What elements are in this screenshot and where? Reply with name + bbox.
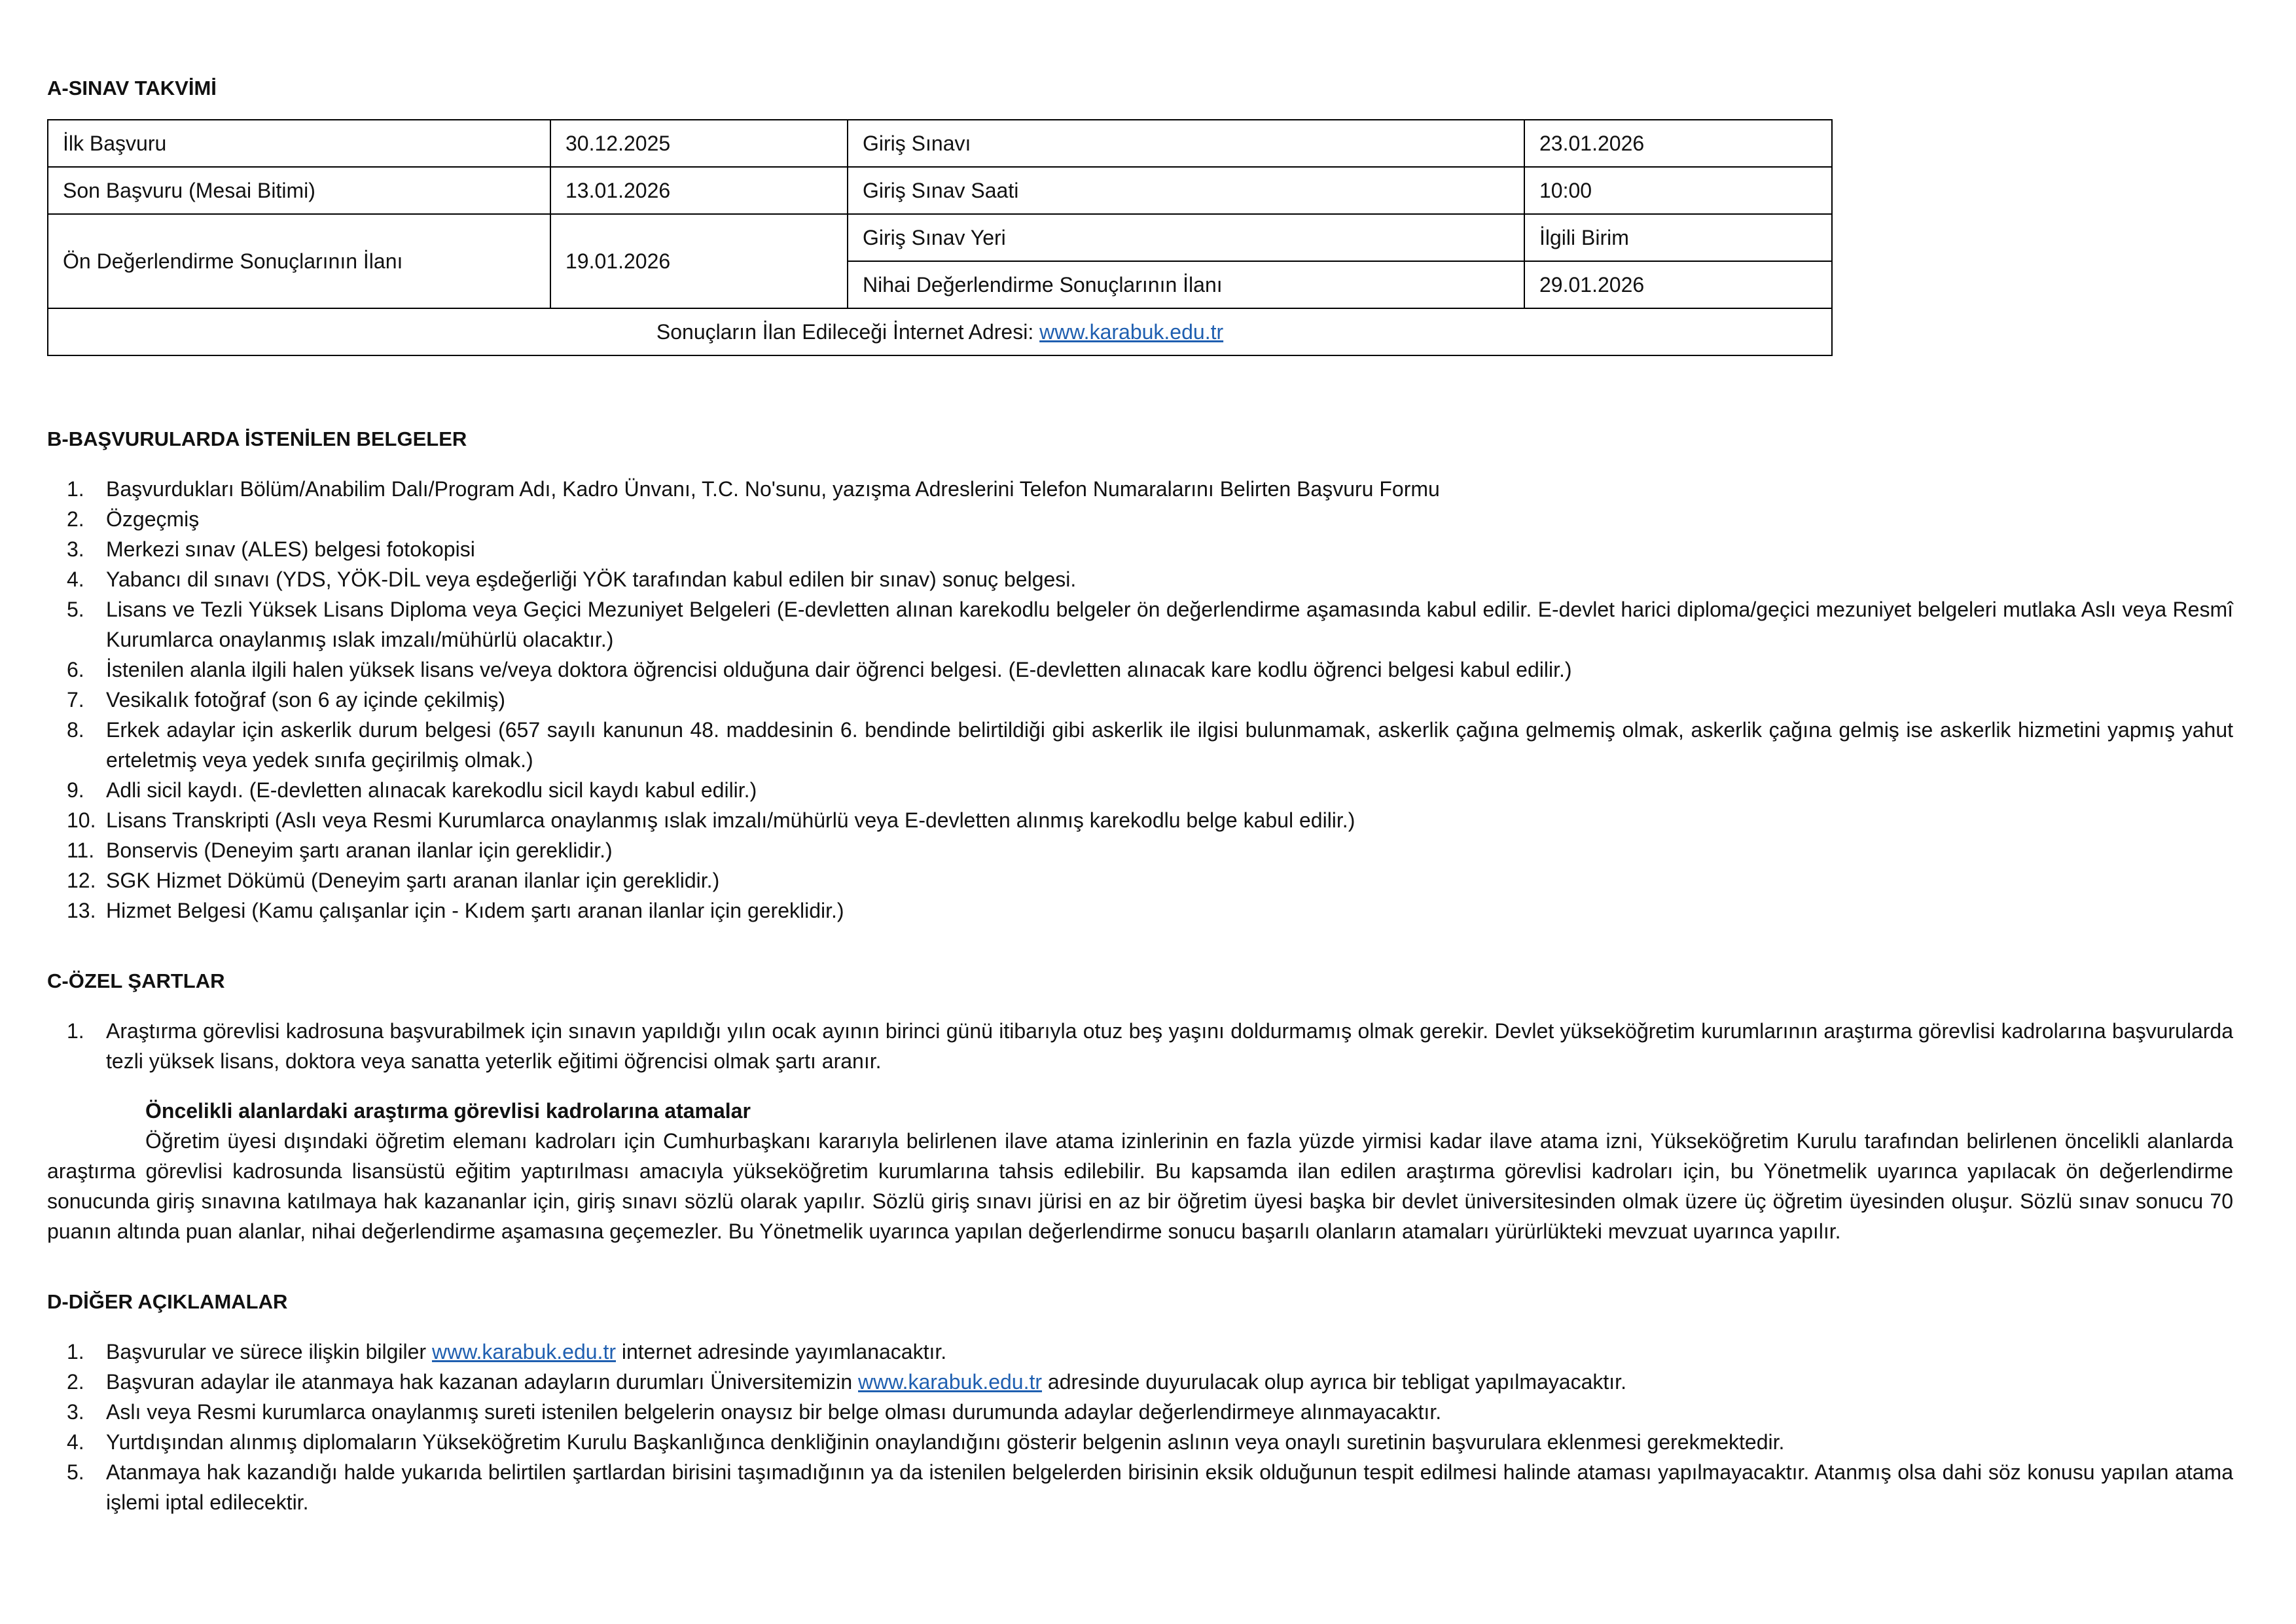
list-item-text: internet adresinde yayımlanacaktır. — [615, 1340, 947, 1363]
list-item-text: Başvuran adaylar ile atanmaya hak kazanan adayların durumları Üniversitemizin — [106, 1370, 859, 1394]
required-documents-list — [47, 474, 2233, 926]
list-item-text: Erkek adaylar için askerlik durum belgesi (657 sayılı kanunun 48. maddesinin 6. bendinde belirtildiği gibi askerlik ile ilgisi bulunmamak, askerlik çağına gelmemiş olmak, askerlik çağına gelmiş ise askerlik hizmetini yapmış yahut erteletmiş veya yedek sınıfa geçirilmiş olmak.) — [106, 718, 2233, 772]
section-d-heading: D-DİĞER AÇIKLAMALAR — [47, 1290, 288, 1313]
document-page — [47, 73, 2233, 1517]
list-item-text: Başvurdukları Bölüm/Anabilim Dalı/Program Adı, Kadro Ünvanı, T.C. No'sunu, yazışma Adreslerini Telefon Numaralarını Belirten Başvuru Formu — [106, 477, 1440, 501]
list-item-text: Yurtdışından alınmış diplomaların Yükseköğretim Kurulu Başkanlığınca denkliğinin onaylandığını gösterir belgenin aslının veya onaylı suretinin başvurulara eklenmesi gerekmektedir. — [106, 1430, 1785, 1454]
table-cell: 10:00 — [1524, 167, 1832, 214]
table-cell: İlk Başvuru — [48, 120, 550, 167]
priority-areas-text: Öğretim üyesi dışındaki öğretim elemanı kadroları için Cumhurbaşkanı kararıyla belirlenen ilave atama izinlerinin en fazla yüzde yirmisi kadar ilave atama izni, Yükseköğretim Kurulu tarafından belirlenen öncelikli alanlarda araştırma görevlisi kadrosunda lisansüstü eğitim yaptırılması amacıyla yükseköğretim kurumlarına tahsis edilebilir. Bu kapsamda ilan edilen araştırma görevlisi kadroları için, bu Yönetmelik uyarınca yapılacak ön değerlendirme sonucunda giriş sınavına katılmaya hak kazananlar için, giriş sınavı sözlü olarak yapılır. Sözlü giriş sınavı jürisi en az bir öğretim üyesi başka bir devlet üniversitesinden olmak üzere üç öğretim üyesinden oluşur. Sözlü sınav sonucu 70 puanın altında puan alanlar, nihai değerlendirme aşamasına geçemezler. Bu Yönetmelik uyarınca yapılan değerlendirme sonucu başarılı olanların atamaları yürürlükteki mevzuat uyarınca yapılır. — [47, 1129, 2233, 1243]
list-item-text: SGK Hizmet Dökümü (Deneyim şartı aranan ilanlar için gereklidir.) — [106, 869, 720, 892]
list-item-text: Lisans Transkripti (Aslı veya Resmi Kurumlarca onaylanmış ıslak imzalı/mühürlü veya E-devletten alınmış karekodlu belge kabul edilir.) — [106, 808, 1355, 832]
results-url-link[interactable]: www.karabuk.edu.tr — [1039, 320, 1224, 344]
list-item: 13. Hizmet Belgesi (Kamu çalışanlar için - Kıdem şartı aranan ilanlar için gereklidir.) — [67, 899, 844, 922]
list-item-text: Merkezi sınav (ALES) belgesi fotokopisi — [106, 537, 475, 561]
list-item: 6. İstenilen alanla ilgili halen yüksek lisans ve/veya doktora öğrencisi olduğuna dair öğrenci belgesi. (E-devletten alınacak kare kodlu öğrenci belgesi kabul edilir.) — [67, 658, 1572, 681]
list-item-text: Vesikalık fotoğraf (son 6 ay içinde çekilmiş) — [106, 688, 506, 712]
table-row — [48, 308, 1832, 355]
table-cell: Ön Değerlendirme Sonuçlarının İlanı — [48, 214, 550, 308]
table-row — [48, 214, 1832, 261]
table-cell: Giriş Sınavı — [848, 120, 1524, 167]
list-item: 7. Vesikalık fotoğraf (son 6 ay içinde çekilmiş) — [67, 688, 506, 712]
list-item: 5. Atanmaya hak kazandığı halde yukarıda belirtilen şartlardan birisini taşımadığının ya da istenilen belgelerden birisinin eksik olduğunun tespit edilmesi halinde ataması yapılmayacaktır. Atanmış olsa dahi söz konusu yapılan atama işlemi iptal edilecektir. — [67, 1460, 2233, 1514]
list-item: 12. SGK Hizmet Dökümü (Deneyim şartı aranan ilanlar için gereklidir.) — [67, 869, 720, 892]
list-item: 2. Özgeçmiş — [67, 507, 200, 531]
section-c-heading: C-ÖZEL ŞARTLAR — [47, 969, 225, 992]
list-item: 10. Lisans Transkripti (Aslı veya Resmi Kurumlarca onaylanmış ıslak imzalı/mühürlü veya E-devletten alınmış karekodlu belge kabul edilir.) — [67, 808, 1355, 832]
list-item: 4. Yabancı dil sınavı (YDS, YÖK-DİL veya eşdeğerliği YÖK tarafından kabul edilen bir sınav) sonuç belgesi. — [67, 568, 1077, 591]
results-url-label: Sonuçların İlan Edileceği İnternet Adresi: — [656, 320, 1040, 344]
table-row — [48, 120, 1832, 167]
list-item: 1. Başvurular ve sürece ilişkin bilgiler www.karabuk.edu.tr internet adresinde yayımlanacaktır. — [67, 1340, 947, 1363]
list-item: 4. Yurtdışından alınmış diplomaların Yükseköğretim Kurulu Başkanlığınca denkliğinin onaylandığını gösterir belgenin aslının veya onaylı suretinin başvurulara eklenmesi gerekmektedir. — [67, 1430, 1785, 1454]
list-item: 3. Merkezi sınav (ALES) belgesi fotokopisi — [67, 537, 475, 561]
list-item: 9. Adli sicil kaydı. (E-devletten alınacak karekodlu sicil kaydı kabul edilir.) — [67, 778, 757, 802]
karabuk-link[interactable]: www.karabuk.edu.tr — [431, 1340, 616, 1363]
table-cell: Giriş Sınav Yeri — [848, 214, 1524, 261]
list-item: 11. Bonservis (Deneyim şartı aranan ilanlar için gereklidir.) — [67, 839, 613, 862]
list-item-text: Atanmaya hak kazandığı halde yukarıda belirtilen şartlardan birisini taşımadığının ya da istenilen belgelerden birisinin eksik olduğunun tespit edilmesi halinde ataması yapılmayacaktır. Atanmış olsa dahi söz konusu yapılan atama işlemi iptal edilecektir. — [106, 1460, 2233, 1514]
list-item-text: Yabancı dil sınavı (YDS, YÖK-DİL veya eşdeğerliği YÖK tarafından kabul edilen bir sınav) sonuç belgesi. — [106, 568, 1077, 591]
section-a-heading: A-SINAV TAKVİMİ — [47, 77, 217, 99]
table-cell: 13.01.2026 — [550, 167, 848, 214]
results-url-cell — [48, 308, 1832, 355]
list-item-text: Özgeçmiş — [106, 507, 200, 531]
list-item-text: Adli sicil kaydı. (E-devletten alınacak karekodlu sicil kaydı kabul edilir.) — [106, 778, 757, 802]
priority-areas-title: Öncelikli alanlardaki araştırma görevlisi kadrolarına atamalar — [145, 1099, 751, 1123]
list-item: 2. Başvuran adaylar ile atanmaya hak kazanan adayların durumları Üniversitemizin www.karabuk.edu.tr adresinde duyurulacak olup ayrıca bir tebligat yapılmayacaktır. — [67, 1370, 1626, 1394]
list-item: 1. Başvurdukları Bölüm/Anabilim Dalı/Program Adı, Kadro Ünvanı, T.C. No'sunu, yazışma Adreslerini Telefon Numaralarını Belirten Başvuru Formu — [67, 477, 1440, 501]
list-item-text: Araştırma görevlisi kadrosuna başvurabilmek için sınavın yapıldığı yılın ocak ayının birinci günü itibarıyla otuz beş yaşını doldurmamış olmak gerekir. Devlet yükseköğretim kurumlarının araştırma görevlisi kadrolarına başvurularda tezli yüksek lisans, doktora veya sanatta yeterlik eğitimi öğrencisi olmak şartı aranır. — [106, 1019, 2233, 1073]
list-item-text: Hizmet Belgesi (Kamu çalışanlar için - Kıdem şartı aranan ilanlar için gereklidir.) — [106, 899, 844, 922]
list-item-text: Aslı veya Resmi kurumlarca onaylanmış sureti istenilen belgelerin onaysız bir belge olması durumunda adaylar değerlendirmeye alınmayacaktır. — [106, 1400, 1442, 1424]
list-item: 1. Araştırma görevlisi kadrosuna başvurabilmek için sınavın yapıldığı yılın ocak ayının birinci günü itibarıyla otuz beş yaşını doldurmamış olmak gerekir. Devlet yükseköğretim kurumlarının araştırma görevlisi kadrolarına başvurularda tezli yüksek lisans, doktora veya sanatta yeterlik eğitimi öğrencisi olmak şartı aranır. — [67, 1019, 2233, 1073]
table-cell: 30.12.2025 — [550, 120, 848, 167]
list-item-text: adresinde duyurulacak olup ayrıca bir tebligat yapılmayacaktır. — [1042, 1370, 1626, 1394]
table-cell: İlgili Birim — [1524, 214, 1832, 261]
list-item-text: Başvurular ve sürece ilişkin bilgiler — [106, 1340, 432, 1363]
table-cell: Giriş Sınav Saati — [848, 167, 1524, 214]
table-cell: 23.01.2026 — [1524, 120, 1832, 167]
list-item-text: Bonservis (Deneyim şartı aranan ilanlar için gereklidir.) — [106, 839, 613, 862]
special-conditions-list — [47, 1016, 2233, 1076]
list-item: 8. Erkek adaylar için askerlik durum belgesi (657 sayılı kanunun 48. maddesinin 6. bendinde belirtildiği gibi askerlik ile ilgisi bulunmamak, askerlik çağına gelmemiş olmak, askerlik çağına gelmiş ise askerlik hizmetini yapmış yahut erteletmiş veya yedek sınıfa geçirilmiş olmak.) — [67, 718, 2233, 772]
other-notes-list — [47, 1337, 2233, 1517]
table-row — [48, 167, 1832, 214]
table-cell: 19.01.2026 — [550, 214, 848, 308]
table-cell: Nihai Değerlendirme Sonuçlarının İlanı — [848, 261, 1524, 308]
list-item-text: Lisans ve Tezli Yüksek Lisans Diploma veya Geçici Mezuniyet Belgeleri (E-devletten alınan karekodlu belgeler ön değerlendirme aşamasında kabul edilir. E-devlet harici diploma/geçici mezuniyet belgeleri mutlaka Aslı veya Resmî Kurumlarca onaylanmış ıslak imzalı/mühürlü olacaktır.) — [106, 598, 2233, 651]
list-item-text: İstenilen alanla ilgili halen yüksek lisans ve/veya doktora öğrencisi olduğuna dair öğrenci belgesi. (E-devletten alınacak kare kodlu öğrenci belgesi kabul edilir.) — [106, 658, 1572, 681]
list-item: 3. Aslı veya Resmi kurumlarca onaylanmış sureti istenilen belgelerin onaysız bir belge olması durumunda adaylar değerlendirmeye alınmayacaktır. — [67, 1400, 1442, 1424]
section-b-heading: B-BAŞVURULARDA İSTENİLEN BELGELER — [47, 427, 467, 450]
table-cell: Son Başvuru (Mesai Bitimi) — [48, 167, 550, 214]
table-cell: 29.01.2026 — [1524, 261, 1832, 308]
list-item: 5. Lisans ve Tezli Yüksek Lisans Diploma veya Geçici Mezuniyet Belgeleri (E-devletten alınan karekodlu belgeler ön değerlendirme aşamasında kabul edilir. E-devlet harici diploma/geçici mezuniyet belgeleri mutlaka Aslı veya Resmî Kurumlarca onaylanmış ıslak imzalı/mühürlü olacaktır.) — [67, 598, 2233, 651]
karabuk-link[interactable]: www.karabuk.edu.tr — [858, 1370, 1043, 1394]
exam-schedule-table — [47, 119, 1833, 356]
